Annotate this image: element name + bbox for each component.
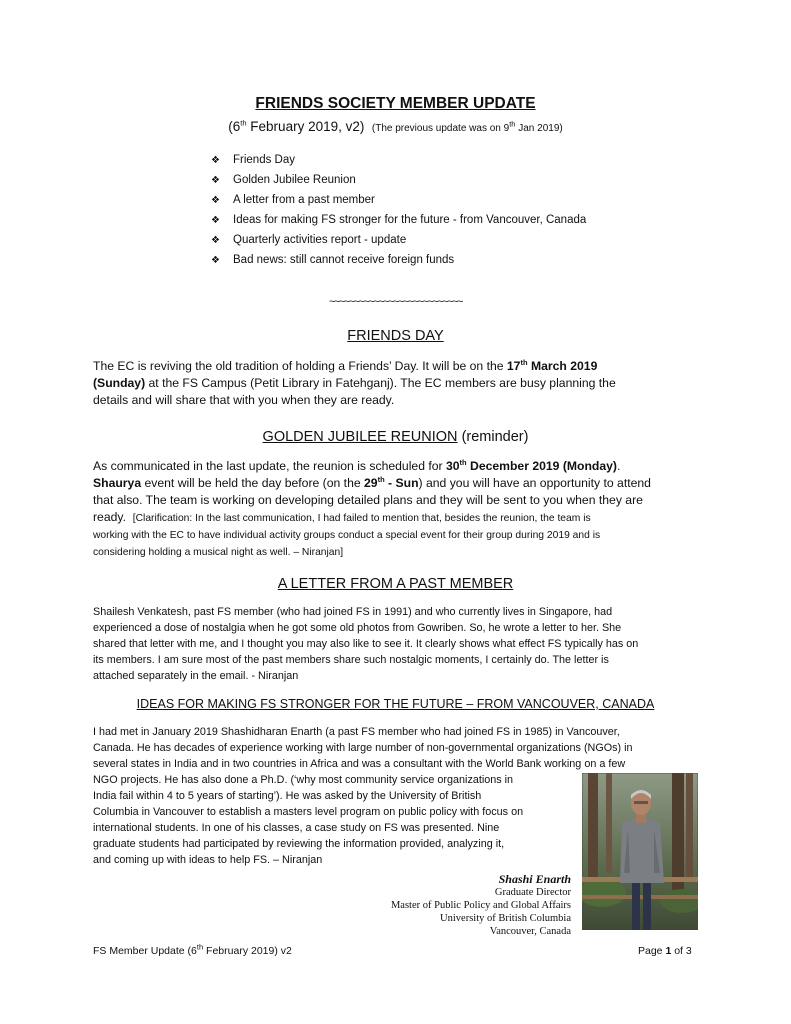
diamond-bullet-icon: ❖ (211, 235, 220, 246)
ideas-paragraph: I had met in January 2019 Shashidharan Enarth (a past FS member who had joined FS in 1985) in Vancouver, Canada. He has decades of experience working with large number of non-governmental organizations (NGOs) in several states in India and in two countries in Africa and was a consultant with the World Bank working on a few NGO projects. He has also done a Ph.D. (‘why most community service organizations in India fail within 4 to 5 years of starting’). He was asked by the University of British Columbia in Vancouver to establish a masters level program on public policy with focus on international students. In one of his classes, a case study on FS was presented. Nine graduate students had participated by reviewing the information provided, analyzing it, and coming up with ideas to help FS. – Niranjan (93, 726, 633, 866)
list-item: ❖ Golden Jubilee Reunion (211, 170, 586, 190)
heading-ideas: IDEAS FOR MAKING FS STRONGER FOR THE FUTURE – FROM VANCOUVER, CANADA (136, 697, 655, 711)
heading-golden-jubilee: GOLDEN JUBILEE REUNION (reminder) (262, 429, 529, 445)
list-item: ❖ A letter from a past member (211, 190, 586, 210)
date-sup: th (240, 118, 247, 128)
portrait-photo (582, 773, 698, 930)
jubilee-paragraph: As communicated in the last update, the reunion is scheduled for 30th December 2019 (Monday). Shaurya event will be held the day before (on the 29th - Sun) and you will have an opportunity to attend that also. The team is working on developing detailed plans and they will be sent to you when they are ready. [Clarification: In the last communication, I had failed to mention that, besides the reunion, the team is working with the EC to have individual activity groups conduct a special event for their group during 2019 and is considering holding a musical night as well. – Niranjan] (93, 457, 651, 558)
page-number: Page 1 of 3 (638, 945, 692, 957)
contents-list (211, 150, 586, 270)
letter-paragraph: Shailesh Venkatesh, past FS member (who had joined FS in 1991) and who currently lives in Singapore, had experienced a dose of nostalgia when he got some old photos from Gowriben. So, he wrote a letter to her. She shared that letter with me, and I thought you may also like to see it. It clearly shows what effect FS typically has on its members. I am sure most of the past members share such nostalgic moments, I certainly do. The letter is attached separately in the email. - Niranjan (93, 606, 639, 682)
list-item: ❖ Bad news: still cannot receive foreign funds (211, 250, 586, 270)
diamond-bullet-icon: ❖ (211, 155, 220, 166)
list-item: ❖ Ideas for making FS stronger for the future - from Vancouver, Canada (211, 210, 586, 230)
heading-friends-day: FRIENDS DAY (347, 328, 444, 344)
document-title: FRIENDS SOCIETY MEMBER UPDATE (255, 95, 536, 112)
section-separator: ~~~~~~~~~~~~~~~~~~~~~~~~~~~ (329, 296, 462, 308)
heading-letter: A LETTER FROM A PAST MEMBER (277, 576, 514, 592)
date-rest: February 2019, v2) (246, 119, 365, 134)
date-open: (6 (228, 119, 241, 134)
document-subtitle (0, 119, 791, 134)
signature-name: Shashi Enarth (498, 872, 571, 886)
list-item: ❖ Friends Day (211, 150, 586, 170)
footer-left: FS Member Update (6th February 2019) v2 (93, 942, 292, 957)
diamond-bullet-icon: ❖ (211, 195, 220, 206)
diamond-bullet-icon: ❖ (211, 255, 220, 266)
signature-block: Shashi Enarth Graduate Director Master of Public Policy and Global Affairs University of British Columbia Vancouver, Canada (390, 872, 571, 937)
friends-day-paragraph: The EC is reviving the old tradition of holding a Friends’ Day. It will be on the 17th March 2019 (Sunday) at the FS Campus (Petit Library in Fatehganj). The EC members are busy planning the details and will share that with you when they are ready. (93, 357, 616, 407)
list-item: ❖ Quarterly activities report - update (211, 230, 586, 250)
diamond-bullet-icon: ❖ (211, 175, 220, 186)
diamond-bullet-icon: ❖ (211, 215, 220, 226)
previous-update-note: (The previous update was on 9th Jan 2019) (371, 119, 563, 134)
